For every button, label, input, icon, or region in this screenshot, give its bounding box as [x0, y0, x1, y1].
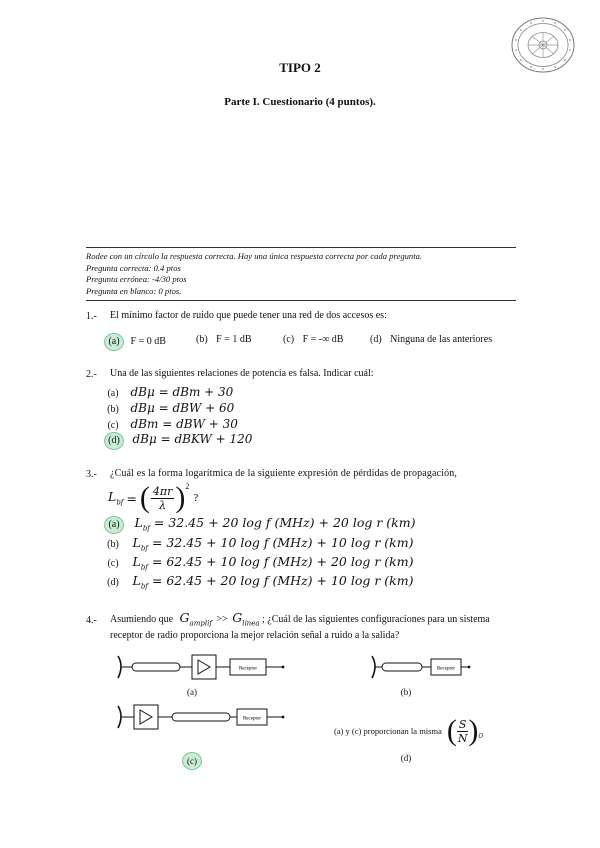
option-formula: $L_{bf} = 32.45 + 20$ log f (MHz) + 20 log r (km)	[134, 515, 416, 533]
option-formula: dBμ = dBW + 60	[130, 401, 235, 415]
question-number: 4.-	[86, 615, 97, 626]
formula-paren-open: (	[139, 481, 150, 514]
option-text: F = 0 dB	[130, 336, 166, 347]
option-formula: dBm = dBW + 30	[130, 417, 238, 431]
fraction-numerator: 4πr	[152, 484, 173, 498]
q1-option-c[interactable]	[283, 334, 343, 345]
question-number: 3.-	[86, 469, 97, 480]
caption-b[interactable]: (b)	[400, 687, 412, 697]
instruction-line: Pregunta correcta: 0.4 ptos	[86, 262, 181, 273]
q3-option-d[interactable]	[104, 573, 413, 591]
option-letter: (c)	[107, 420, 119, 431]
q2-option-c[interactable]	[104, 417, 238, 431]
question-text: Asumiendo que $G_{amplif} >> G_{línea}$ ; ¿Cuál de las siguientes configuraciones para un sistema	[110, 610, 490, 628]
svg-text:Receptor: Receptor	[242, 716, 262, 722]
option-d-statement: (a) y (c) proporcionan la misma ( S N ) O	[334, 714, 484, 747]
option-letter: (b)	[196, 334, 208, 345]
option-formula: $L_{bf} = 62.45 + 10$ log f (MHz) + 20 log r (km)	[132, 554, 414, 572]
option-letter: (c)	[107, 558, 119, 569]
option-formula: dBμ = dBm + 30	[130, 385, 234, 399]
question-text: ¿Cuál es la forma logarítmica de la siguiente expresión de pérdidas de propagación,	[110, 468, 458, 479]
question-text-line2: receptor de radio proporciona la mejor relación señal a ruido a la salida?	[110, 630, 400, 641]
instruction-line: Pregunta en blanco: 0 ptos.	[86, 285, 182, 296]
option-letter: (a)	[107, 388, 119, 399]
question-text: Una de las siguientes relaciones de potencia es falsa. Indicar cuál:	[110, 368, 374, 379]
formula-exponent: 2	[185, 482, 190, 491]
q2-option-d[interactable]	[104, 432, 252, 450]
option-letter: (a)	[104, 333, 124, 351]
option-letter: (c)	[182, 752, 202, 770]
option-formula: dBμ = dBKW + 120	[132, 432, 253, 446]
formula-question-mark: ?	[193, 492, 199, 504]
q1-option-b[interactable]	[196, 334, 252, 345]
option-text: F = 1 dB	[216, 334, 252, 345]
formula-lhs: $L_{bf}$	[108, 489, 124, 507]
caption-c[interactable]	[182, 751, 202, 770]
diagram-b	[368, 650, 472, 684]
option-letter: (d)	[104, 432, 124, 450]
option-letter: (d)	[370, 334, 382, 345]
formula-paren-close: )	[175, 481, 186, 514]
q1-option-d[interactable]	[370, 334, 492, 345]
q3-option-a[interactable]	[104, 515, 415, 534]
option-formula: $L_{bf} = 32.45 + 10$ log f (MHz) + 10 log r (km)	[132, 535, 414, 553]
q3-option-c[interactable]	[104, 554, 413, 572]
svg-text:Receptor: Receptor	[436, 666, 456, 672]
instruction-line: Pregunta errónea: -4/30 ptos	[86, 274, 187, 284]
diagram-a	[112, 650, 292, 684]
option-letter: (d)	[107, 577, 119, 588]
option-letter: (b)	[107, 539, 119, 550]
section-title: Parte I. Cuestionario (4 puntos).	[224, 96, 376, 108]
q3-option-b[interactable]	[104, 535, 413, 553]
option-text: Ninguna de las anteriores	[390, 334, 493, 345]
formula-fraction	[151, 485, 175, 512]
option-text: F = -∞ dB	[302, 334, 344, 345]
caption-d[interactable]: (d)	[400, 753, 412, 763]
instructions-box	[86, 247, 516, 301]
option-letter: (c)	[283, 334, 295, 345]
fraction-denominator: λ	[159, 498, 167, 512]
option-letter: (b)	[107, 404, 119, 415]
instruction-line: Rodee con un círculo la respuesta correcta. Hay una única respuesta correcta por cada pregunta.	[86, 251, 423, 261]
formula-equals: =	[126, 490, 137, 506]
option-letter: (a)	[104, 516, 124, 534]
page-title: TIPO 2	[279, 60, 321, 75]
diagram-c	[112, 700, 292, 734]
q2-option-b[interactable]	[104, 401, 234, 415]
question-number: 2.-	[86, 369, 97, 380]
svg-text:Receptor: Receptor	[238, 666, 258, 672]
question-text: El mínimo factor de ruido que puede tener una red de dos accesos es:	[110, 310, 387, 321]
caption-a[interactable]: (a)	[187, 687, 197, 697]
q2-option-a[interactable]	[104, 385, 233, 399]
q1-option-a[interactable]	[104, 333, 166, 351]
option-formula: $L_{bf} = 62.45 + 20$ log f (MHz) + 10 log r (km)	[132, 573, 414, 591]
q3-loss-formula	[108, 480, 198, 516]
question-number: 1.-	[86, 311, 97, 322]
